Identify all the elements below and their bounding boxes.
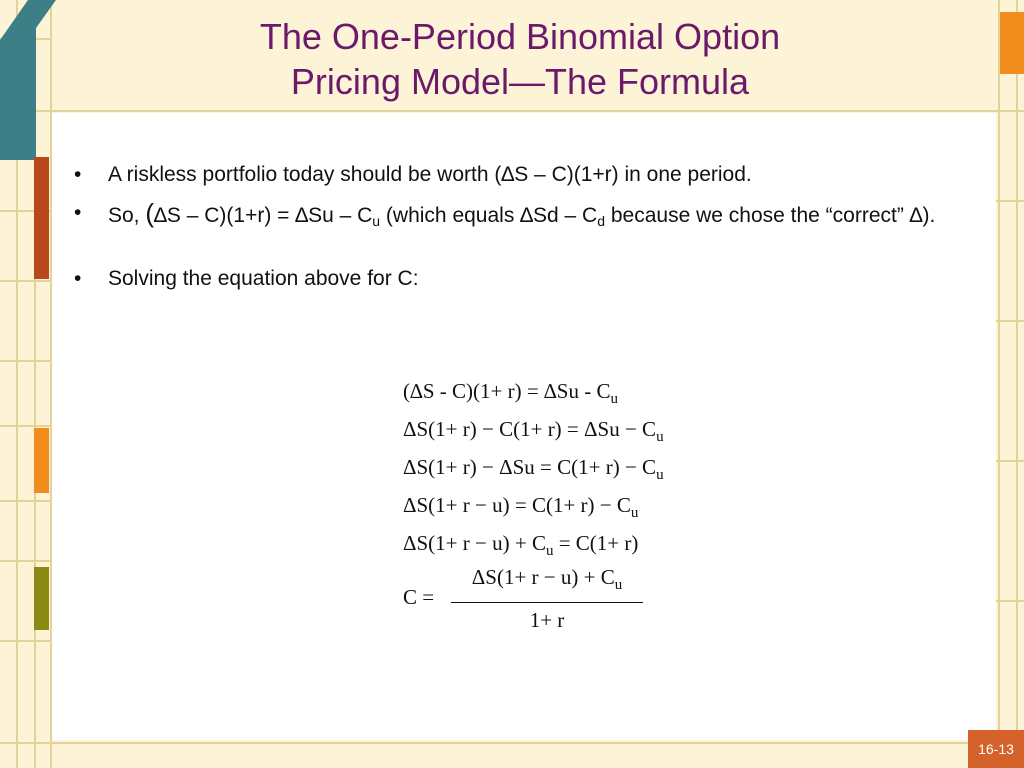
grid-line — [0, 500, 52, 502]
subscript: u — [656, 467, 664, 483]
equation-line — [403, 448, 783, 486]
bullet-text: So, — [108, 204, 146, 227]
equation-text: ΔS(1+ r) − ΔSu = C(1+ r) − C — [403, 455, 657, 479]
equation-line — [403, 372, 783, 410]
rust-block-decoration — [34, 157, 49, 279]
subscript: u — [610, 391, 618, 407]
bullet-item — [68, 198, 968, 236]
grid-line — [998, 0, 1000, 768]
orange-block-decoration — [34, 428, 49, 493]
grid-line — [0, 110, 1024, 112]
final-equation — [403, 562, 783, 642]
grid-line — [0, 280, 52, 282]
orange-block-decoration — [1000, 12, 1024, 74]
grid-line — [0, 560, 52, 562]
grid-line — [0, 742, 1024, 744]
slide-number: 16-13 — [968, 730, 1024, 768]
bullet-text: A riskless portfolio today should be worth (∆S – C)(1+r) in one period. — [108, 163, 752, 186]
equation-text: ΔS(1+ r − u) + C — [471, 565, 615, 589]
grid-line — [996, 320, 1024, 322]
title-line-2: Pricing Model—The Formula — [290, 61, 750, 102]
bullet-text: ∆S – C)(1+r) = ∆Su – C — [154, 204, 373, 227]
grid-line — [996, 200, 1024, 202]
fraction-denominator: 1+ r — [529, 608, 565, 632]
subscript: u — [614, 577, 623, 593]
grid-line — [0, 360, 52, 362]
grid-line — [996, 600, 1024, 602]
equation-text: = C(1+ r) — [553, 531, 639, 555]
bullet-list — [68, 160, 968, 302]
equation-text: ΔS(1+ r − u) + C — [403, 531, 546, 555]
slide-title — [100, 14, 940, 104]
bullet-item — [68, 160, 968, 190]
equation-line — [403, 486, 783, 524]
equation-text: ΔS(1+ r) − C(1+ r) = ΔSu − C — [403, 417, 657, 441]
subscript: u — [372, 213, 381, 229]
bullet-paren: ( — [145, 198, 155, 228]
olive-block-decoration — [34, 567, 49, 630]
equation-text: (∆S - C)(1+ r) = ∆Su - C — [403, 379, 611, 403]
grid-line — [0, 640, 52, 642]
equation-block — [403, 372, 783, 642]
grid-line — [996, 460, 1024, 462]
bullet-text: (which equals ∆Sd – C — [380, 204, 598, 227]
subscript: u — [656, 429, 664, 445]
equation-text: ΔS(1+ r − u) = C(1+ r) − C — [403, 493, 631, 517]
equation-line — [403, 410, 783, 448]
bullet-text: Solving the equation above for C: — [108, 267, 419, 290]
teal-swoosh-decoration — [0, 0, 56, 160]
bullet-item — [68, 264, 968, 294]
subscript: u — [630, 505, 639, 521]
title-line-1: The One-Period Binomial Option — [259, 16, 781, 57]
subscript: u — [545, 543, 554, 559]
grid-line — [0, 425, 52, 427]
fraction-numerator — [451, 562, 643, 603]
fraction — [451, 562, 643, 637]
bullet-text: because we chose the “correct” ∆). — [605, 204, 936, 227]
equation-line — [403, 524, 783, 562]
grid-line — [1016, 0, 1018, 768]
equation-lhs: C = — [403, 585, 435, 609]
subscript: d — [597, 213, 606, 229]
